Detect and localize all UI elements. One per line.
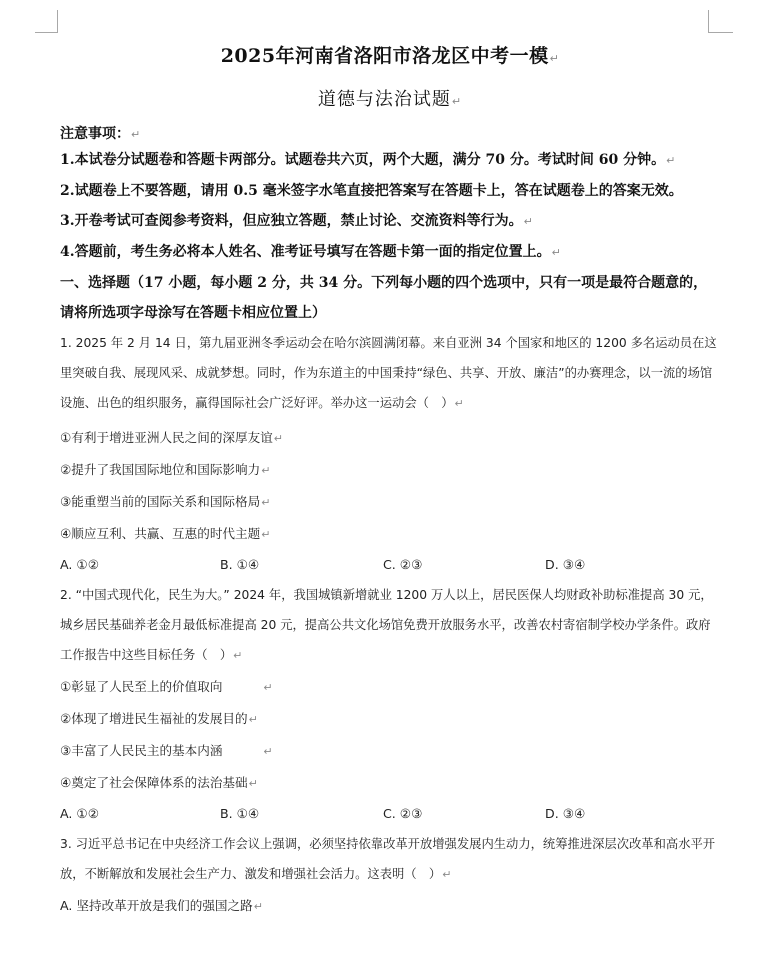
return-mark: ↵	[263, 745, 273, 758]
choice-c: C. ②③	[383, 806, 423, 821]
question-2-stem	[60, 580, 720, 671]
note-item-text: 1.本试卷分试题卷和答题卡两部分。试题卷共六页，两个大题，满分 70 分。考试时间 60 分钟。	[60, 152, 666, 168]
exam-title	[60, 44, 720, 71]
return-mark: ↵	[666, 154, 676, 167]
return-mark: ↵	[442, 868, 452, 881]
return-mark: ↵	[273, 432, 284, 445]
note-item	[60, 145, 720, 176]
statement-option	[60, 422, 720, 454]
question-1-stem	[60, 328, 720, 419]
statement-text: ③丰富了人民民主的基本内涵	[60, 743, 223, 758]
crop-mark-top-right	[708, 10, 733, 33]
statement-text: ④奠定了社会保障体系的法治基础	[60, 775, 248, 790]
answer-option-text: A. 坚持改革开放是我们的强国之路	[60, 898, 253, 913]
statement-text: ②提升了我国国际地位和国际影响力	[60, 462, 261, 477]
return-mark: ↵	[261, 528, 271, 541]
crop-mark-top-left	[35, 10, 58, 33]
statement-option	[60, 767, 720, 799]
choice-b: B. ①④	[220, 806, 260, 821]
statement-text: ③能重塑当前的国际关系和国际格局	[60, 494, 261, 509]
question-stem-text: 1. 2025 年 2 月 14 日，第九届亚洲冬季运动会在哈尔滨圆满闭幕。来自亚洲 34 个国家和地区的 1200 多名运动员在这里突破自我、展现风采、成就梦想。同时，作为东道主的中国秉持“绿色、共享、开放、廉洁”的办赛理念，以一流的场馆设施、出色的组织服务，赢得国际社会广泛好评。举办这一运动会（ ）	[60, 336, 717, 410]
choice-b: B. ①④	[220, 557, 260, 572]
statement-option	[60, 518, 720, 550]
choice-a: A. ①②	[60, 806, 99, 821]
note-item	[60, 206, 720, 237]
question-stem-text: 3. 习近平总书记在中央经济工作会议上强调，必须坚持依靠改革开放增强发展内生动力，统筹推进深层次改革和高水平开放，不断解放和发展社会生产力、激发和增强社会活力。这表明（ ）	[60, 837, 716, 881]
notes-heading-text: 注意事项：	[60, 126, 130, 142]
choice-c: C. ②③	[383, 557, 423, 572]
return-mark: ↵	[261, 496, 271, 509]
return-mark: ↵	[523, 215, 533, 228]
statement-option	[60, 703, 720, 735]
answer-choices	[60, 550, 720, 580]
statement-text: ①彰显了人民至上的价值取向	[60, 679, 223, 694]
statement-option	[60, 735, 720, 767]
notes-section	[60, 124, 720, 328]
return-mark: ↵	[454, 397, 464, 410]
return-mark: ↵	[131, 128, 141, 141]
return-mark: ↵	[451, 95, 463, 108]
choice-a: A. ①②	[60, 557, 99, 572]
return-mark: ↵	[233, 649, 243, 662]
note-item-text: 4.答题前，考生务必将本人姓名、准考证号填写在答题卡第一面的指定位置上。	[60, 244, 551, 260]
return-mark: ↵	[248, 777, 258, 790]
return-mark: ↵	[551, 246, 561, 259]
statement-text: ①有利于增进亚洲人民之间的深厚友谊	[60, 430, 273, 445]
note-item-text: 2.试题卷上不要答题，请用 0.5 毫米签字水笔直接把答案写在答题卡上，答在试题卷上的答案无效。	[60, 183, 683, 199]
statement-text: ④顺应互利、共赢、互惠的时代主题	[60, 526, 261, 541]
note-item	[60, 176, 720, 206]
return-mark: ↵	[248, 713, 258, 726]
exam-subtitle	[60, 88, 720, 114]
return-mark: ↵	[549, 52, 560, 65]
statement-option	[60, 454, 720, 486]
return-mark: ↵	[261, 464, 271, 477]
exam-title-text: 2025年河南省洛阳市洛龙区中考一模	[220, 45, 549, 67]
note-item	[60, 237, 720, 268]
answer-option-a	[60, 890, 720, 922]
choice-d: D. ③④	[545, 806, 586, 821]
choice-d: D. ③④	[545, 557, 586, 572]
answer-choices	[60, 799, 720, 829]
statement-option	[60, 671, 720, 703]
return-mark: ↵	[263, 681, 273, 694]
question-3-stem	[60, 829, 720, 890]
notes-heading	[60, 124, 720, 145]
section-heading-text: 一、选择题（17 小题，每小题 2 分，共 34 分。下列每小题的四个选项中，只有一项是最符合题意的，请将所选项字母涂写在答题卡相应位置上）	[60, 275, 708, 321]
statement-option	[60, 486, 720, 518]
question-stem-text: 2. “中国式现代化，民生为大。” 2024 年，我国城镇新增就业 1200 万人以上，居民医保人均财政补助标准提高 30 元，城乡居民基础养老金月最低标准提高 20 元，提高公共文化场馆免费开放服务水平，改善农村寄宿制学校办学条件。政府工作报告中这些目标任务（ ）	[60, 588, 713, 662]
statement-text: ②体现了增进民生福祉的发展目的	[60, 711, 248, 726]
exam-subtitle-text: 道德与法治试题	[317, 89, 451, 110]
return-mark: ↵	[253, 900, 263, 913]
section-heading	[60, 268, 720, 328]
document-page	[60, 34, 720, 922]
note-item-text: 3.开卷考试可查阅参考资料，但应独立答题，禁止讨论、交流资料等行为。	[60, 213, 523, 229]
